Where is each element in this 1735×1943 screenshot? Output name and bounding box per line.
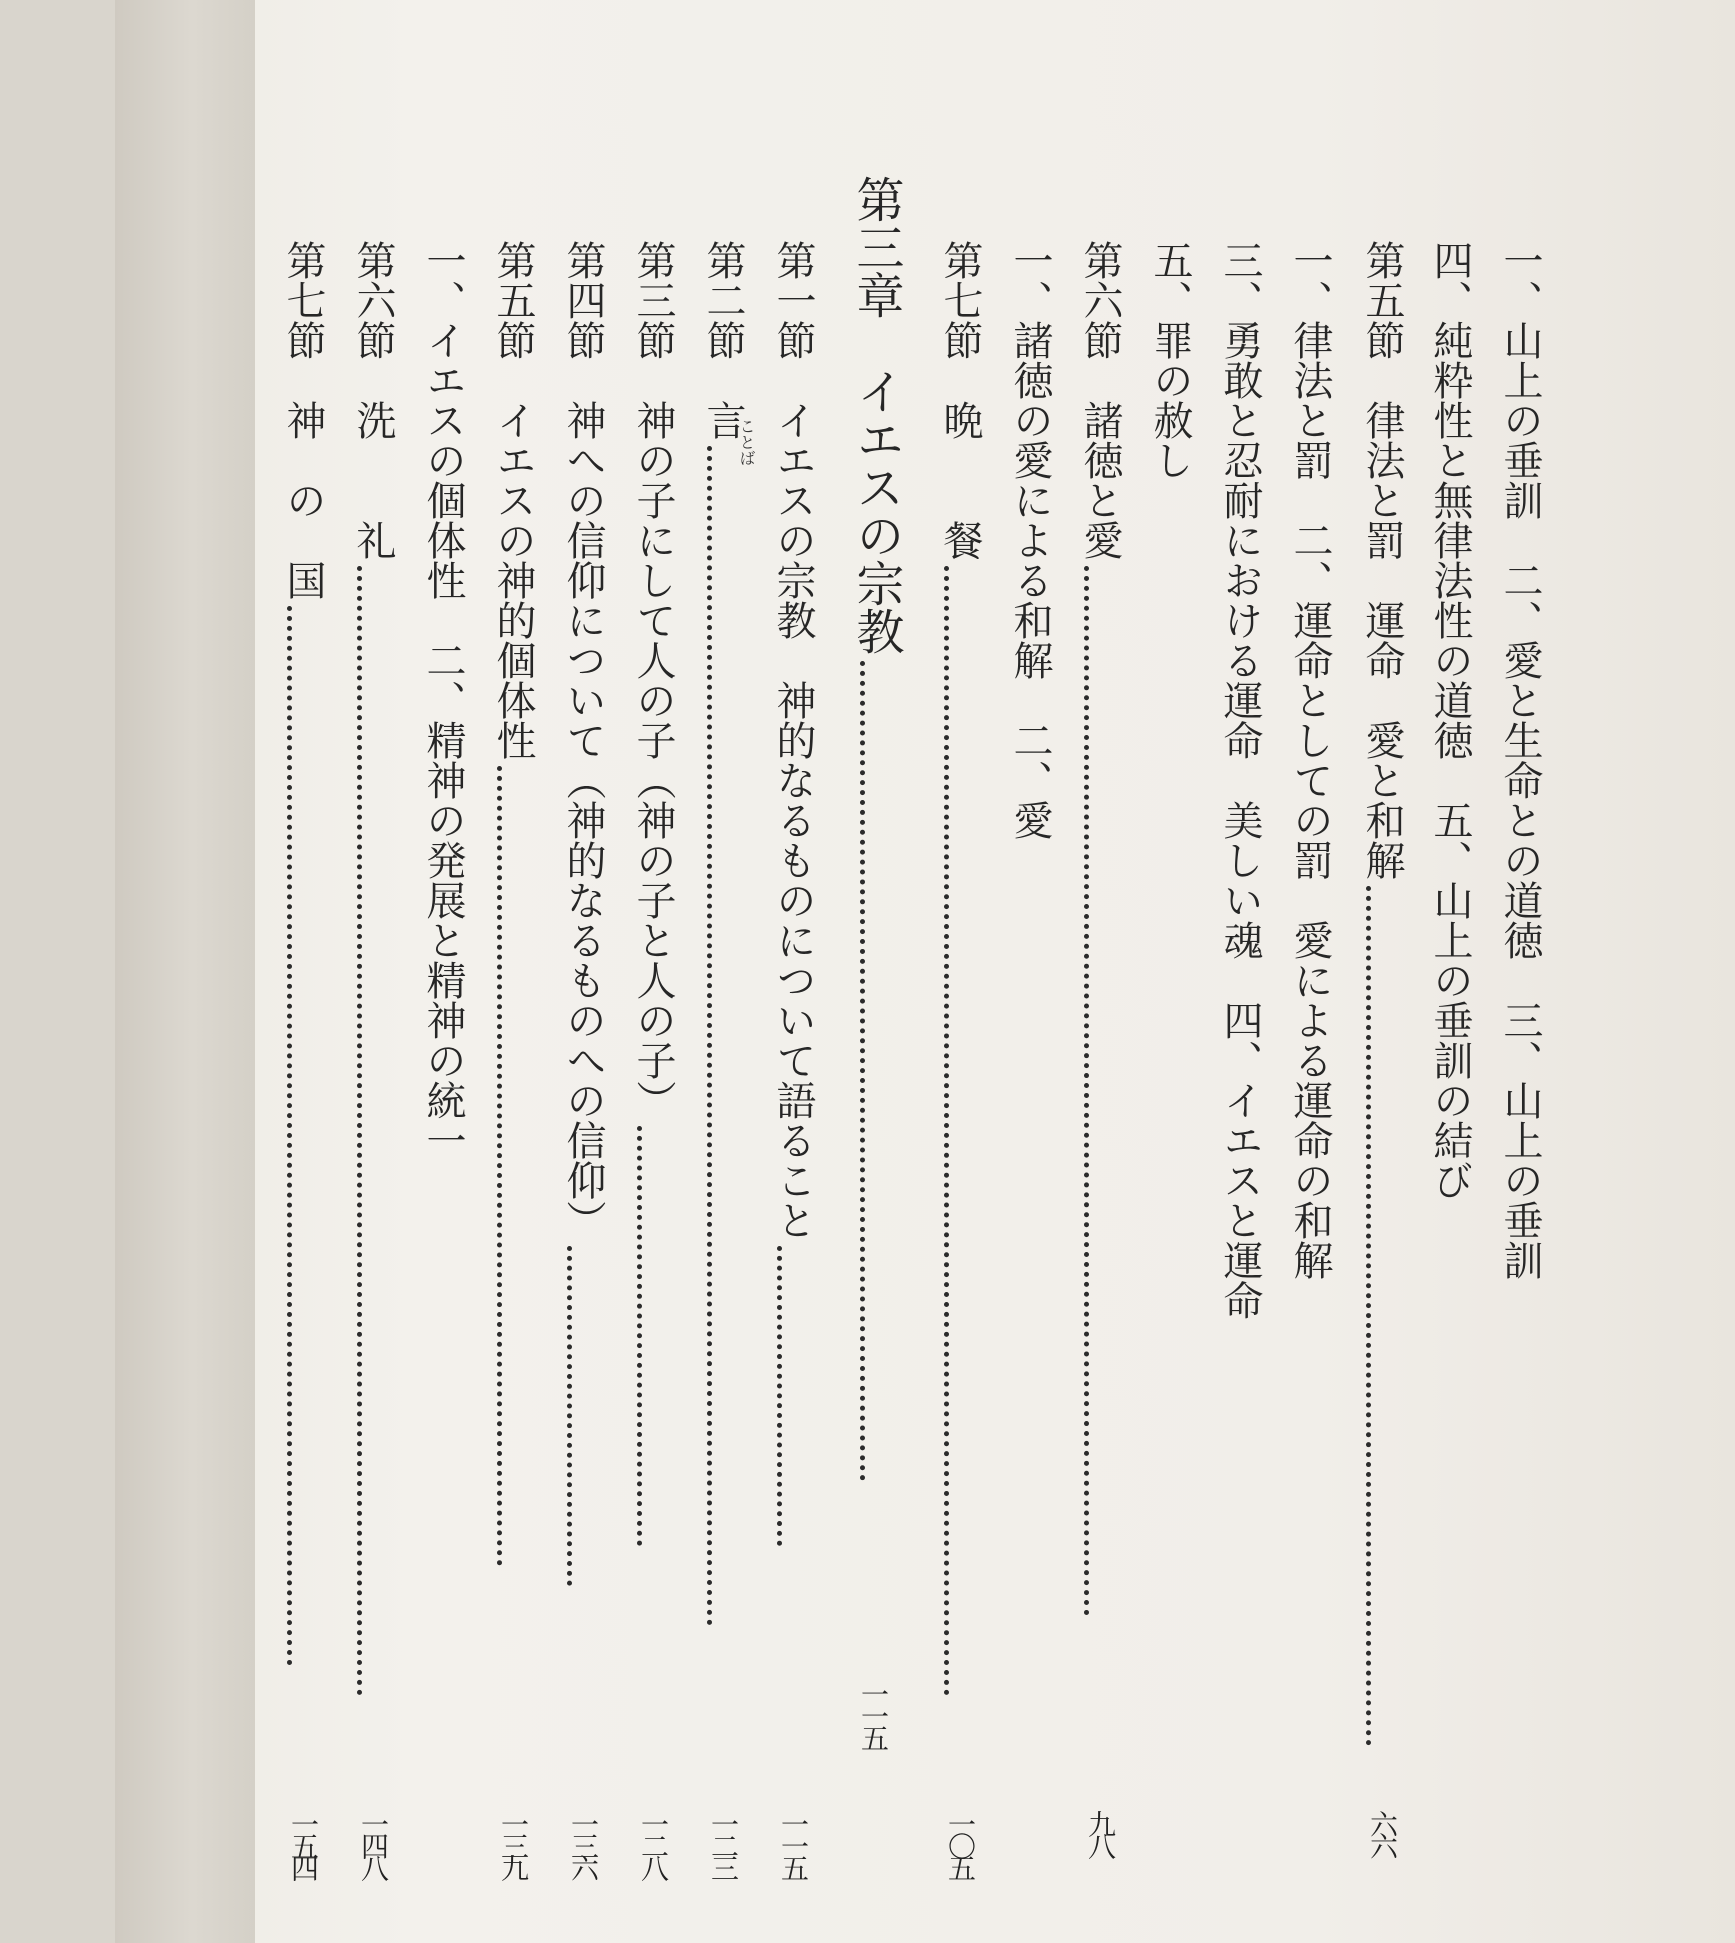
toc-entry-3-section-1 xyxy=(763,240,823,1876)
leader-dots xyxy=(777,1246,782,1546)
toc-entry-title: 第一節 イエスの宗教 神的なるものについて語ること xyxy=(770,240,816,1240)
toc-entry-title: 第五節 イエスの神的個体性 xyxy=(490,240,536,760)
page-number: 一一五 xyxy=(857,1680,890,1746)
toc-entry-title: 第七節 晩 餐 xyxy=(937,240,983,560)
toc-entry-title: 第三節 神の子にして人の子（神の子と人の子） xyxy=(630,240,676,1120)
page-number: 一一五 xyxy=(777,1810,810,1876)
chapter-title: 第三章 イエスの宗教 xyxy=(848,175,904,655)
toc-entry-3-section-3 xyxy=(623,240,683,1876)
ruby-annotation: ことば xyxy=(737,418,756,466)
leader-dots xyxy=(860,661,865,1481)
toc-entry-title: 第七節 神 の 国 xyxy=(280,240,326,600)
toc-entry-section-6 xyxy=(1070,240,1130,1854)
toc-line-text: 五、罪の赦し xyxy=(1147,240,1193,480)
toc-entry-title: 第四節 神への信仰について（神的なるものへの信仰） xyxy=(560,240,606,1240)
toc-line-8 xyxy=(1000,240,1060,1840)
toc-line-text: 一、諸徳の愛による和解 二、愛 xyxy=(1007,240,1053,840)
page-number: 一五四 xyxy=(287,1810,320,1876)
page-number: 一四八 xyxy=(357,1810,390,1876)
toc-entry-3-section-5 xyxy=(483,240,543,1876)
page-gutter xyxy=(115,0,255,1943)
leader-dots xyxy=(497,766,502,1566)
toc-entry-section-5 xyxy=(1352,240,1412,1854)
leader-dots xyxy=(567,1246,572,1586)
toc-entry-3-section-6 xyxy=(343,240,403,1876)
toc-entry-title: 第五節 律法と罰 運命 愛と和解 xyxy=(1359,240,1405,880)
toc-entry-3-section-4 xyxy=(553,240,613,1876)
toc-entry-3-section-2 xyxy=(693,240,756,1876)
toc-entry-title: 第六節 諸徳と愛 xyxy=(1077,240,1123,560)
book-page xyxy=(115,0,1735,1943)
page-number: 六六 xyxy=(1366,1810,1399,1854)
page-number: 一二三 xyxy=(707,1810,740,1876)
toc-line-1 xyxy=(1490,240,1550,1840)
page-number: 一二八 xyxy=(637,1810,670,1876)
toc-entry-title: 第二節 言 xyxy=(700,240,746,440)
page-number: 一三九 xyxy=(497,1810,530,1876)
toc-entry-section-7 xyxy=(930,240,990,1876)
page-number: 一〇五 xyxy=(944,1810,977,1876)
leader-dots xyxy=(637,1126,642,1546)
toc-line-text: 三、勇敢と忍耐における運命 美しい魂 四、イエスと運命 xyxy=(1217,240,1263,1320)
toc-entry-3-section-7 xyxy=(273,240,333,1876)
toc-line-text: 一、イエスの個体性 二、精神の発展と精神の統一 xyxy=(420,240,466,1160)
leader-dots xyxy=(1366,886,1371,1746)
page-number: 九八 xyxy=(1084,1810,1117,1854)
toc-line-2 xyxy=(1420,240,1480,1840)
page-number: 一三六 xyxy=(567,1810,600,1876)
leader-dots xyxy=(357,566,362,1696)
toc-line-text: 一、山上の垂訓 二、愛と生命との道徳 三、山上の垂訓 xyxy=(1497,240,1543,1280)
leader-dots xyxy=(944,566,949,1696)
toc-line-5 xyxy=(1210,240,1270,1840)
toc-line-4 xyxy=(1280,240,1340,1840)
toc-line-16 xyxy=(413,240,473,1840)
toc-line-text: 四、純粋性と無律法性の道徳 五、山上の垂訓の結び xyxy=(1427,240,1473,1200)
toc-entry-chapter-3 xyxy=(843,175,909,1775)
toc-line-6 xyxy=(1140,240,1200,1840)
leader-dots xyxy=(287,606,292,1666)
leader-dots xyxy=(1084,566,1089,1616)
toc-entry-title: 第六節 洗 礼 xyxy=(350,240,396,560)
leader-dots xyxy=(707,446,712,1626)
toc-line-text: 一、律法と罰 二、運命としての罰 愛による運命の和解 xyxy=(1287,240,1333,1280)
